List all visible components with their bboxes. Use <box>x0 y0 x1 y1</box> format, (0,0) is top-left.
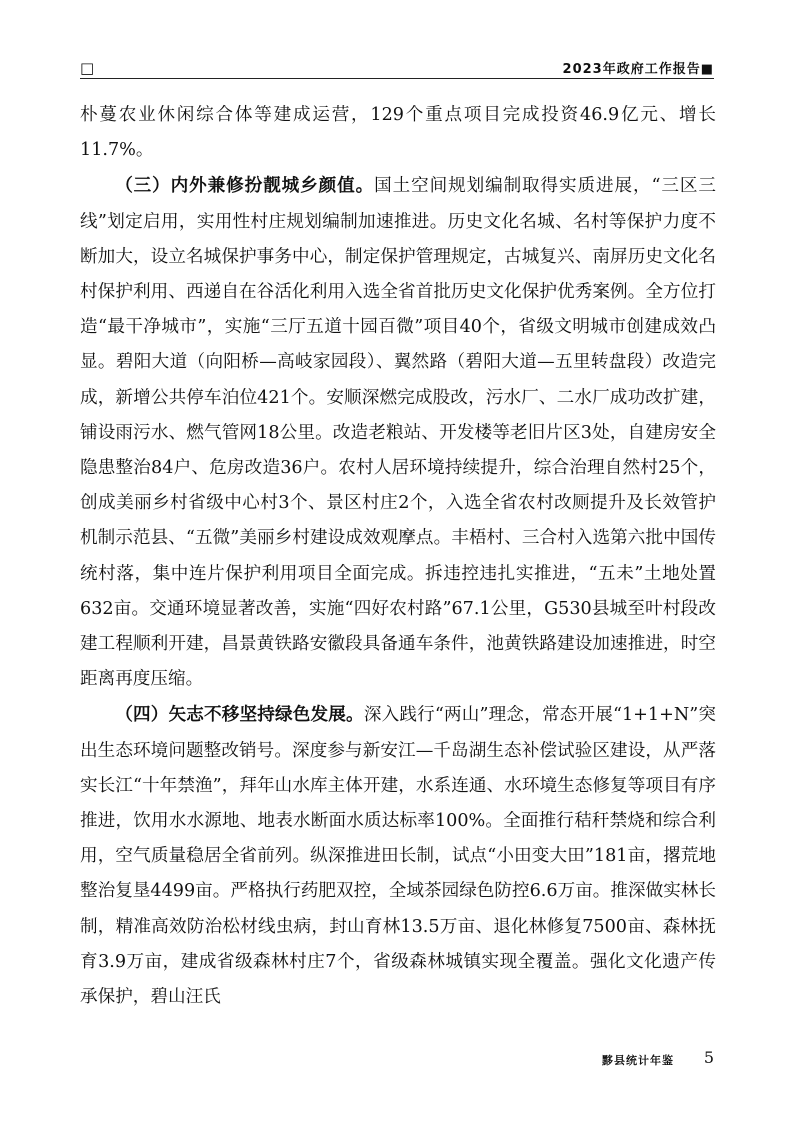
paragraph-text: 朴蔓农业休闲综合体等建成运营，129个重点项目完成投资46.9亿元、增长11.7%。 <box>80 105 716 161</box>
body-text <box>80 98 716 1015</box>
paragraph-text: 深入践行“两山”理念，常态开展“1+1+N”突出生态环境问题整改销号。深度参与新安江—千岛湖生态补偿试验区建设，从严落实长江“十年禁渔”，拜年山水库主体开建，水系连通、水环境生态修复等项目有序推进，饮用水水源地、地表水断面水质达标率100%。全面推行秸秆禁烧和综合利用，空气质量稳居全省前列。纵深推进田长制，试点“小田变大田”181亩，撂荒地整治复垦4499亩。严格执行药肥双控，全域茶园绿色防控6.6万亩。推深做实林长制，精准高效防治松材线虫病，封山育林13.5万亩、退化林修复7500亩、森林抚育3.9万亩，建成省级森林村庄7个，省级森林城镇实现全覆盖。强化文化遗产传承保护，碧山汪氏 <box>80 705 716 1008</box>
header-box-glyph: □ <box>80 59 95 77</box>
section-heading: （三）内外兼修扮靓城乡颜值。 <box>115 175 375 197</box>
paragraph-section-4 <box>80 697 716 1015</box>
paragraph-continuation <box>80 98 716 168</box>
paragraph-text: 国土空间规划编制取得实质进展，“三区三线”划定启用，实用性村庄规划编制加速推进。历史文化名城、名村等保护力度不断加大，设立名城保护事务中心，制定保护管理规定，古城复兴、南屏历史文化名村保护利用、西递自在谷活化利用入选全省首批历史文化保护优秀案例。全方位打造“最干净城市”，实施“三厅五道十园百微”项目40个，省级文明城市创建成效凸显。碧阳大道（向阳桥—高岐家园段）、翼然路（碧阳大道—五里转盘段）改造完成，新增公共停车泊位421个。安顺深燃完成股改，污水厂、二水厂成功改扩建，铺设雨污水、燃气管网18公里。改造老粮站、开发楼等老旧片区3处，自建房安全隐患整治84户、危房改造36户。农村人居环境持续提升，综合治理自然村25个，创成美丽乡村省级中心村3个、景区村庄2个，入选全省农村改厕提升及长效管护机制示范县、“五微”美丽乡村建设成效观摩点。丰梧村、三合村入选第六批中国传统村落，集中连片保护利用项目全面完成。拆违控违扎实推进，“五未”土地处置632亩。交通环境显著改善，实施“四好农村路”67.1公里，G530县城至叶村段改建工程顺利开建，昌景黄铁路安徽段具备通车条件，池黄铁路建设加速推进，时空距离再度压缩。 <box>80 176 716 690</box>
page-header <box>80 58 714 79</box>
paragraph-section-3 <box>80 168 716 697</box>
page-footer <box>80 1048 714 1068</box>
header-title: 2023年政府工作报告■ <box>562 62 714 77</box>
section-heading: （四）矢志不移坚持绿色发展。 <box>115 704 364 726</box>
footer-source: 黟县统计年鉴 <box>602 1054 674 1067</box>
page-number: 5 <box>703 1048 714 1067</box>
